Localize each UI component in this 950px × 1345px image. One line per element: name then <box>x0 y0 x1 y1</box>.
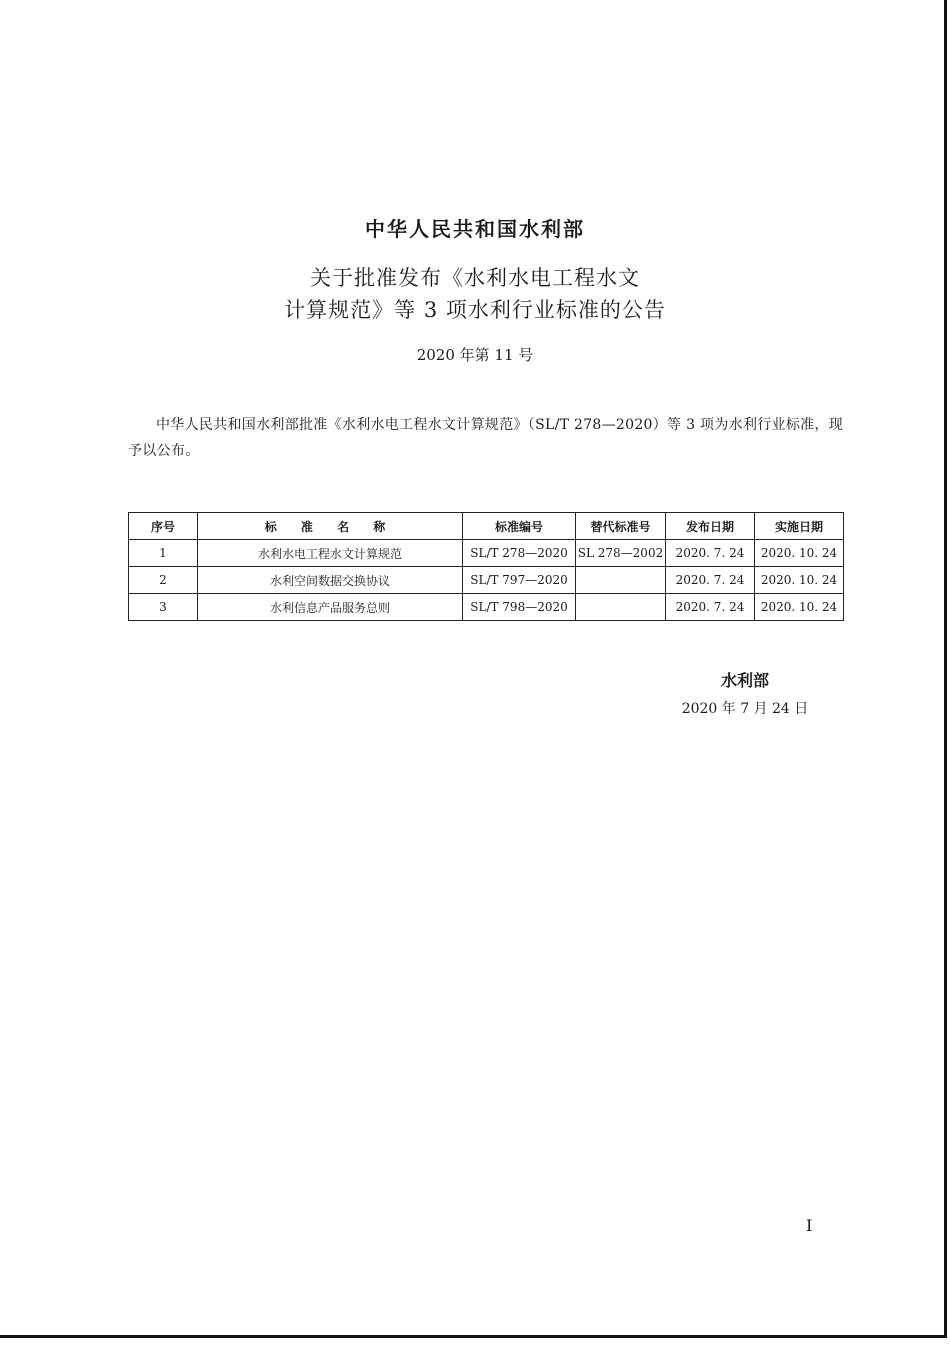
cell-serial: 3 <box>129 594 198 621</box>
cell-serial: 1 <box>129 540 198 567</box>
announcement-body: 中华人民共和国水利部批准《水利水电工程水文计算规范》（SL/T 278—2020）等 3 项为水利行业标准，现予以公布。 <box>128 417 844 459</box>
cell-effective-date: 2020. 10. 24 <box>755 594 844 621</box>
cell-effective-date: 2020. 10. 24 <box>755 540 844 567</box>
header-replaced-code: 替代标准号 <box>576 513 666 540</box>
page-number: I <box>806 1216 813 1235</box>
announcement-title-line-1: 关于批准发布《水利水电工程水文 <box>310 266 640 290</box>
cell-standard-code: SL/T 798—2020 <box>463 594 576 621</box>
table-row <box>129 567 844 594</box>
page-edge-bottom <box>0 1335 947 1338</box>
issuing-organization: 中华人民共和国水利部 <box>365 217 585 241</box>
cell-replaced-code <box>576 567 666 594</box>
header-standard-code: 标准编号 <box>463 513 576 540</box>
signature-date: 2020 年 7 月 24 日 <box>681 701 809 717</box>
cell-replaced-code <box>576 594 666 621</box>
announcement-number: 2020 年第 11 号 <box>416 346 534 364</box>
page-edge-right <box>944 0 947 1338</box>
cell-release-date: 2020. 7. 24 <box>666 594 755 621</box>
cell-release-date: 2020. 7. 24 <box>666 540 755 567</box>
signature-organization: 水利部 <box>720 671 769 690</box>
cell-serial: 2 <box>129 567 198 594</box>
standards-table <box>128 512 844 621</box>
header-effective-date: 实施日期 <box>755 513 844 540</box>
cell-replaced-code: SL 278—2002 <box>576 540 666 567</box>
header-standard-name: 标 准 名 称 <box>198 513 463 540</box>
table-row <box>129 540 844 567</box>
table-row <box>129 594 844 621</box>
table-header-row <box>129 513 844 540</box>
header-serial: 序号 <box>129 513 198 540</box>
cell-standard-name: 水利空间数据交换协议 <box>198 567 463 594</box>
cell-release-date: 2020. 7. 24 <box>666 567 755 594</box>
cell-standard-name: 水利水电工程水文计算规范 <box>198 540 463 567</box>
cell-standard-code: SL/T 278—2020 <box>463 540 576 567</box>
header-release-date: 发布日期 <box>666 513 755 540</box>
cell-standard-code: SL/T 797—2020 <box>463 567 576 594</box>
announcement-title-line-2: 计算规范》等 3 项水利行业标准的公告 <box>284 298 666 322</box>
cell-standard-name: 水利信息产品服务总则 <box>198 594 463 621</box>
cell-effective-date: 2020. 10. 24 <box>755 567 844 594</box>
